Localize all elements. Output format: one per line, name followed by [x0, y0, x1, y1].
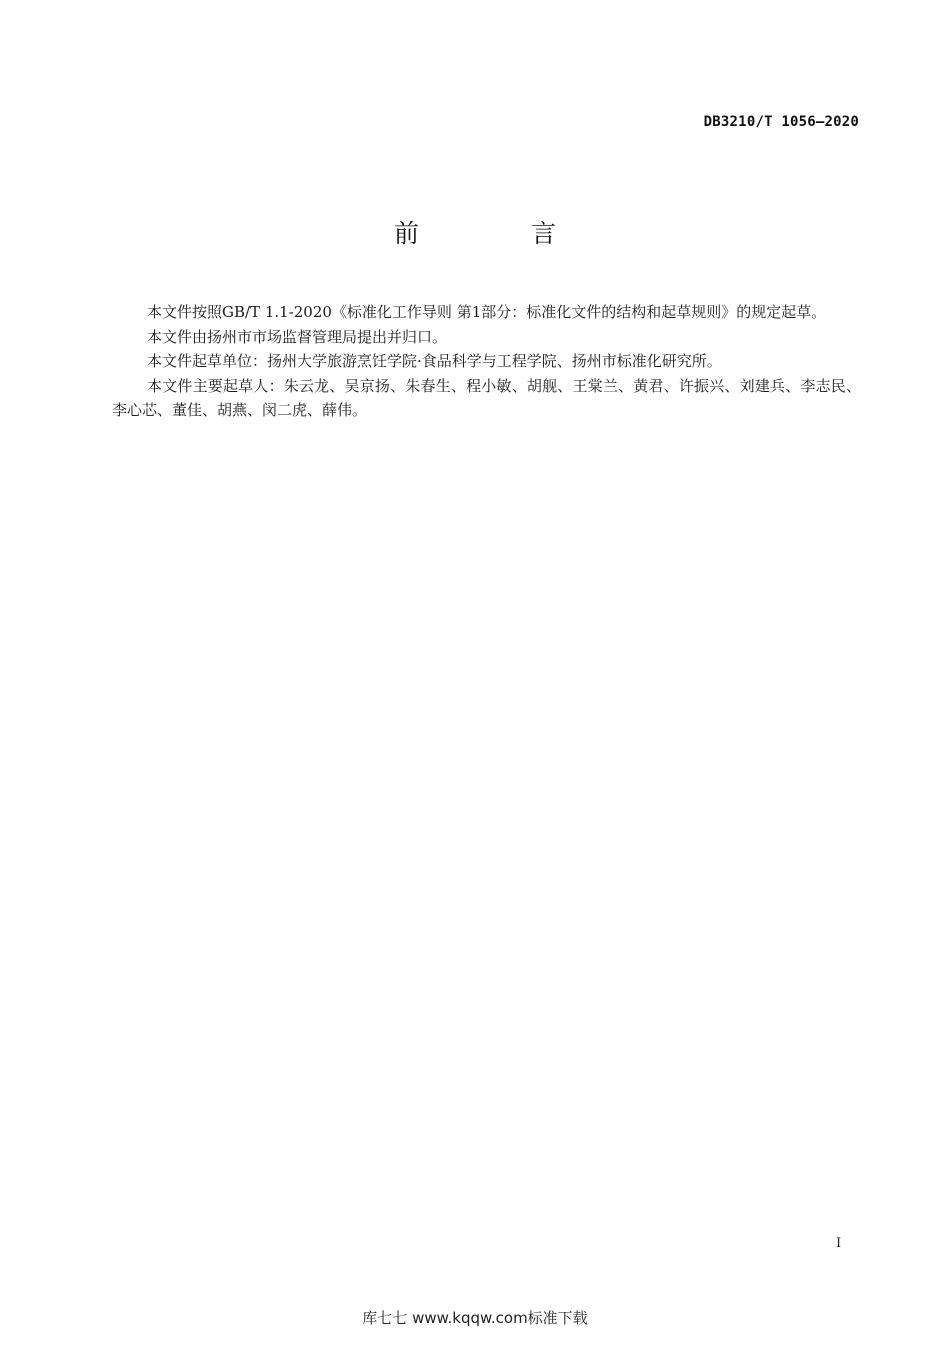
paragraph-drafting-units: 本文件起草单位：扬州大学旅游烹饪学院·食品科学与工程学院、扬州市标准化研究所。: [147, 352, 722, 370]
paragraph-proposer: 本文件由扬州市市场监督管理局提出并归口。: [147, 327, 448, 346]
page-title: 前 言: [394, 219, 608, 248]
page-number: I: [836, 1236, 842, 1251]
foreword-body: [112, 300, 861, 423]
watermark-text: 库七七 www.kqqw.com标准下载: [362, 1309, 588, 1327]
standard-code: DB3210/T 1056—2020: [703, 114, 859, 130]
paragraph-drafting-rules: 本文件按照GB/T 1.1-2020《标准化工作导则 第1部分：标准化文件的结构和起草规则》的规定起草。: [147, 303, 827, 321]
paragraph-drafters: 本文件主要起草人：朱云龙、吴京扬、朱春生、程小敏、胡舰、王棠兰、黄君、许振兴、刘建兵、李志民、李心芯、董佳、胡燕、闵二虎、薛伟。: [112, 376, 861, 419]
